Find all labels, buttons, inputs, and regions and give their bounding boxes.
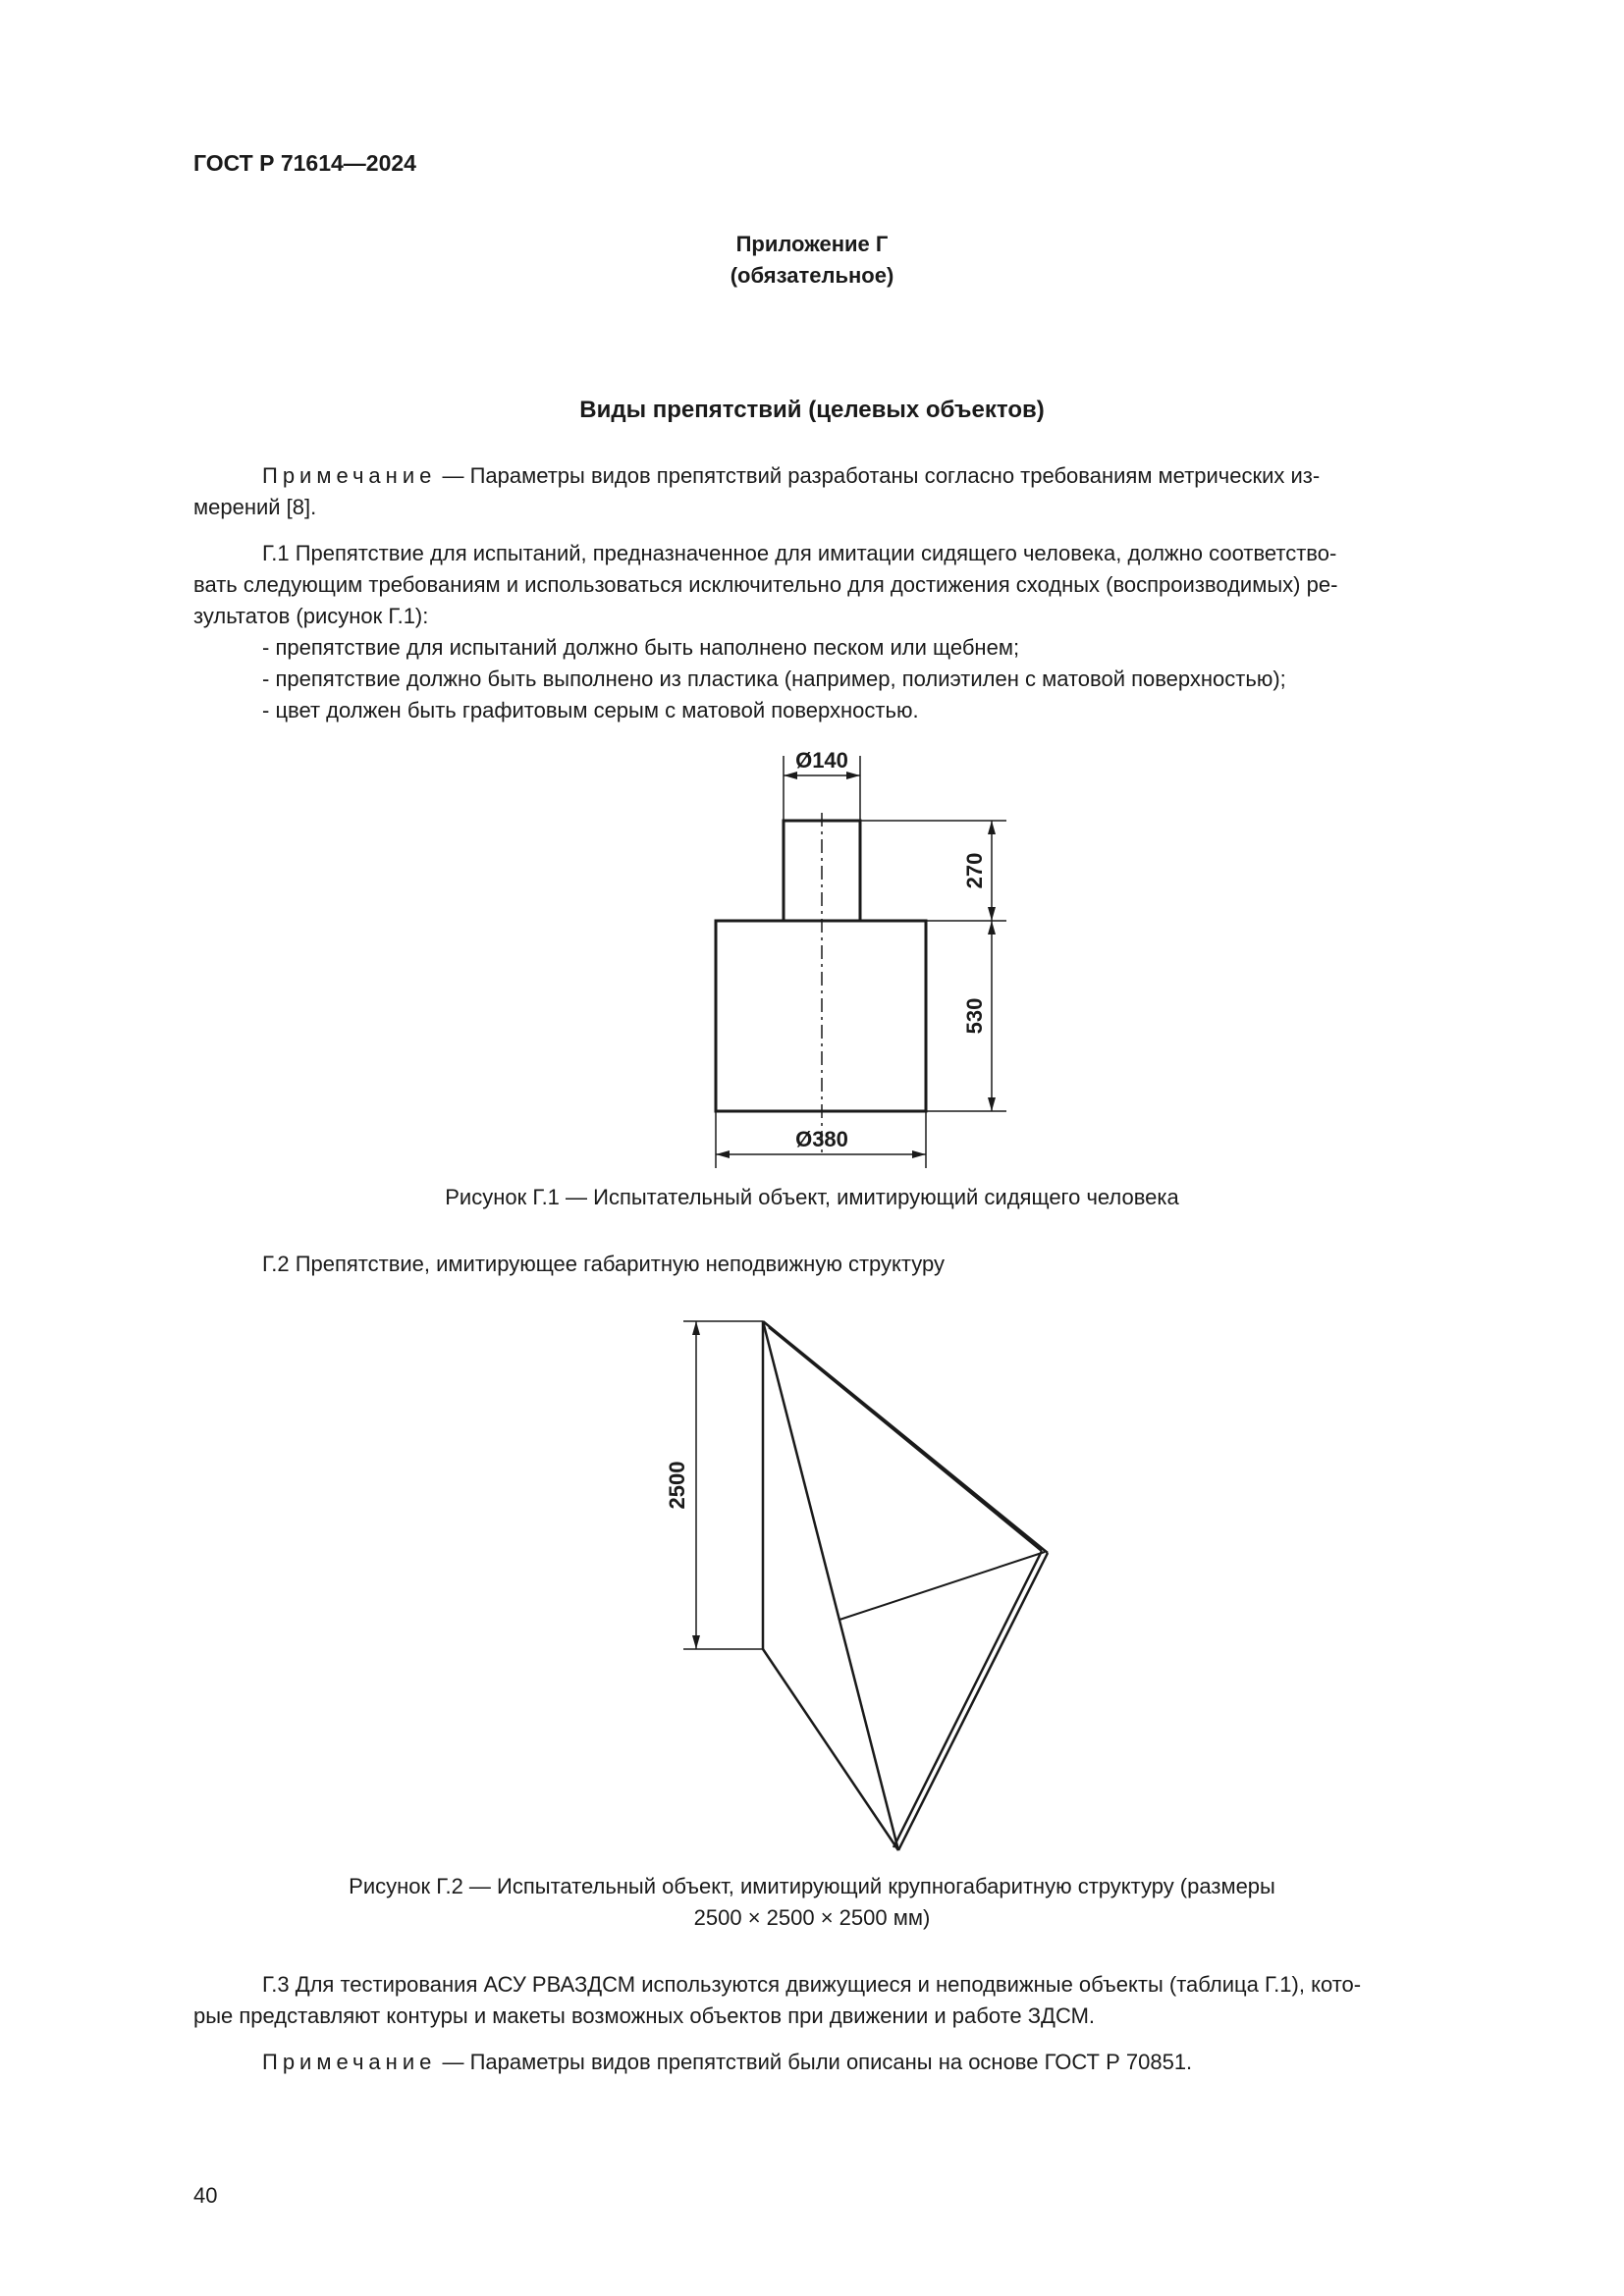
dim-label-lower-height: 530	[962, 997, 987, 1035]
dim-label-bottom-diameter: Ø380	[795, 1127, 848, 1151]
clause-g3-line1: Г.3 Для тестирования АСУ РВАЗДСМ используются движущиеся и неподвижные объекты (таблица Г.1), кото-	[262, 1972, 1362, 1997]
lower-cylinder	[716, 921, 926, 1111]
note-label: Примечание	[262, 463, 437, 488]
note-1-continued: мерений [8].	[193, 495, 317, 519]
note-label: Примечание	[262, 2050, 437, 2074]
figure-2-caption-line1: Рисунок Г.2 — Испытательный объект, имитирующий крупногабаритную структуру (размеры	[349, 1874, 1275, 1898]
clause-g3-line2: рые представляют контуры и макеты возможных объектов при движении и работе ЗДСМ.	[193, 2003, 1096, 2028]
figure-1-caption: Рисунок Г.1 — Испытательный объект, имитирующий сидящего человека	[445, 1185, 1179, 1209]
dim-label-top-diameter: Ø140	[795, 748, 848, 773]
section-title: Виды препятствий (целевых объектов)	[579, 397, 1045, 423]
list-item: - препятствие для испытаний должно быть наполнено песком или щебнем;	[262, 635, 1020, 660]
figure-2-caption-line2: 2500 × 2500 × 2500 мм)	[693, 1905, 931, 1930]
clause-g2: Г.2 Препятствие, имитирующее габаритную неподвижную структуру	[262, 1252, 945, 1276]
page-number: 40	[193, 2183, 218, 2208]
list-item: - цвет должен быть графитовым серым с матовой поверхностью.	[262, 698, 919, 722]
figure-2-caption	[0, 1871, 1624, 1934]
note-2	[193, 2047, 1519, 2078]
clause-g1-line3: зультатов (рисунок Г.1):	[193, 604, 429, 628]
dim-label-upper-height: 270	[962, 852, 987, 889]
note-text: — Параметры видов препятствий были описаны на основе ГОСТ Р 70851.	[436, 2050, 1193, 2074]
appendix-title: Приложение Г	[735, 232, 889, 256]
list-item: - препятствие должно быть выполнено из пластика (например, полиэтилен с матовой поверхностью);	[262, 667, 1286, 691]
appendix-status: (обязательное)	[730, 263, 894, 288]
dim-label-height: 2500	[665, 1461, 689, 1510]
figure-2-pyramid	[763, 1321, 1048, 1850]
clause-g1-line2: вать следующим требованиям и использоваться исключительно для достижения сходных (воспроизводимых) ре-	[193, 572, 1338, 597]
document-code: ГОСТ Р 71614—2024	[193, 150, 416, 176]
clause-g1-line1: Г.1 Препятствие для испытаний, предназначенное для имитации сидящего человека, должно соответство-	[262, 541, 1337, 565]
note-text: — Параметры видов препятствий разработаны согласно требованиям метрических из-	[436, 463, 1321, 488]
